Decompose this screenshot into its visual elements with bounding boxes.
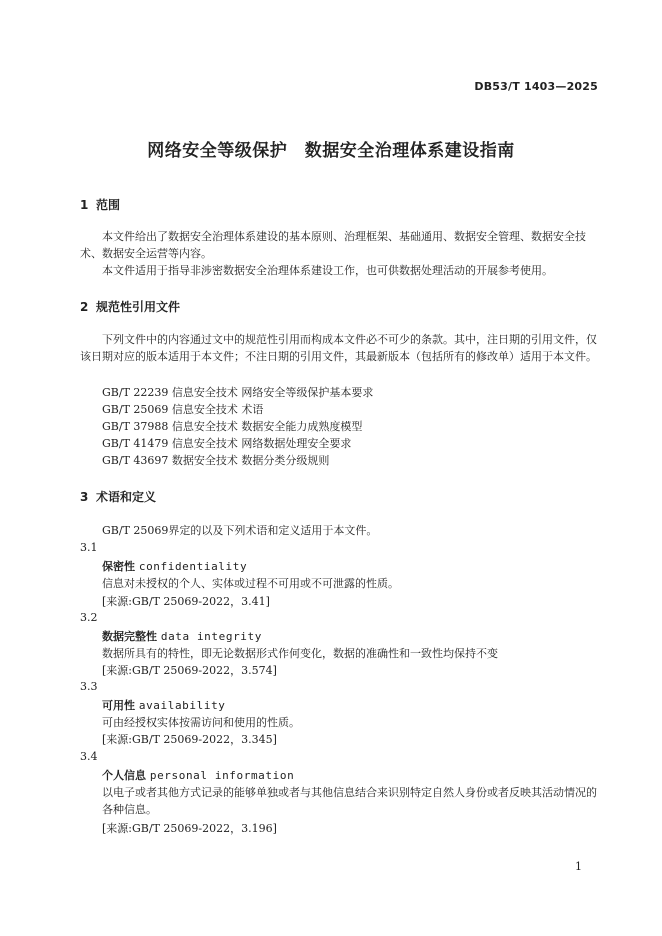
term-number: 3.3 [80,680,98,693]
term-zh: 保密性 [102,560,135,573]
term-definition: 数据所具有的特性，即无论数据形式作何变化，数据的准确性和一致性均保持不变 [102,647,498,660]
term-source: [来源:GB/T 25069-2022，3.574] [102,664,277,677]
term-en: availability [138,699,226,712]
term-source: [来源:GB/T 25069-2022，3.345] [102,733,277,746]
term-en: data integrity [160,630,262,643]
term-zh: 可用性 [102,699,135,712]
term-heading [102,767,294,783]
section-number: 3 [80,490,89,504]
paragraph: 本文件给出了数据安全治理体系建设的基本原则、治理框架、基础通用、数据安全管理、数据安全技术、数据安全运营等内容。 [80,230,586,260]
document-title: 网络安全等级保护 数据安全治理体系建设指南 [147,141,515,161]
section-title: 术语和定义 [96,490,157,504]
term-definition: 可由经授权实体按需访问和使用的性质。 [102,716,300,729]
reference-item: GB/T 25069 信息安全技术 术语 [102,403,264,416]
standard-code: DB53/T 1403—2025 [474,80,598,93]
term-en: confidentiality [138,560,248,573]
paragraph: 下列文件中的内容通过文中的规范性引用而构成本文件必不可少的条款。其中，注日期的引用文件，仅该日期对应的版本适用于本文件；不注日期的引用文件，其最新版本（包括所有的修改单）适用于本文件。 [80,333,597,363]
section-heading-scope [80,196,120,213]
reference-item: GB/T 41479 信息安全技术 网络数据处理安全要求 [102,437,352,450]
reference-item: GB/T 43697 数据安全技术 数据分类分级规则 [102,454,330,467]
term-heading [102,628,262,644]
term-number: 3.1 [80,541,98,554]
section-title: 范围 [96,198,121,212]
term-heading [102,558,247,574]
term-number: 3.2 [80,611,98,624]
term-definition: 以电子或者其他方式记录的能够单独或者与其他信息结合来识别特定自然人身份或者反映其活动情况的各种信息。 [102,786,597,816]
paragraph: 本文件适用于指导非涉密数据安全治理体系建设工作，也可供数据处理活动的开展参考使用。 [102,264,553,277]
reference-item: GB/T 37988 信息安全技术 数据安全能力成熟度模型 [102,420,363,433]
term-zh: 数据完整性 [102,630,157,643]
term-en: personal information [149,769,295,782]
section-heading-references [80,298,180,315]
term-zh: 个人信息 [102,769,146,782]
term-number: 3.4 [80,750,98,763]
page-number: 1 [575,860,582,873]
term-heading [102,697,226,713]
term-source: [来源:GB/T 25069-2022，3.196] [102,822,277,835]
term-source: [来源:GB/T 25069-2022，3.41] [102,595,270,608]
section-heading-terms [80,488,156,505]
section-title: 规范性引用文件 [96,300,181,314]
term-definition: 信息对未授权的个人、实体或过程不可用或不可泄露的性质。 [102,577,399,590]
paragraph: GB/T 25069界定的以及下列术语和定义适用于本文件。 [102,524,378,537]
reference-item: GB/T 22239 信息安全技术 网络安全等级保护基本要求 [102,386,374,399]
section-number: 2 [80,300,89,314]
section-number: 1 [80,198,89,212]
